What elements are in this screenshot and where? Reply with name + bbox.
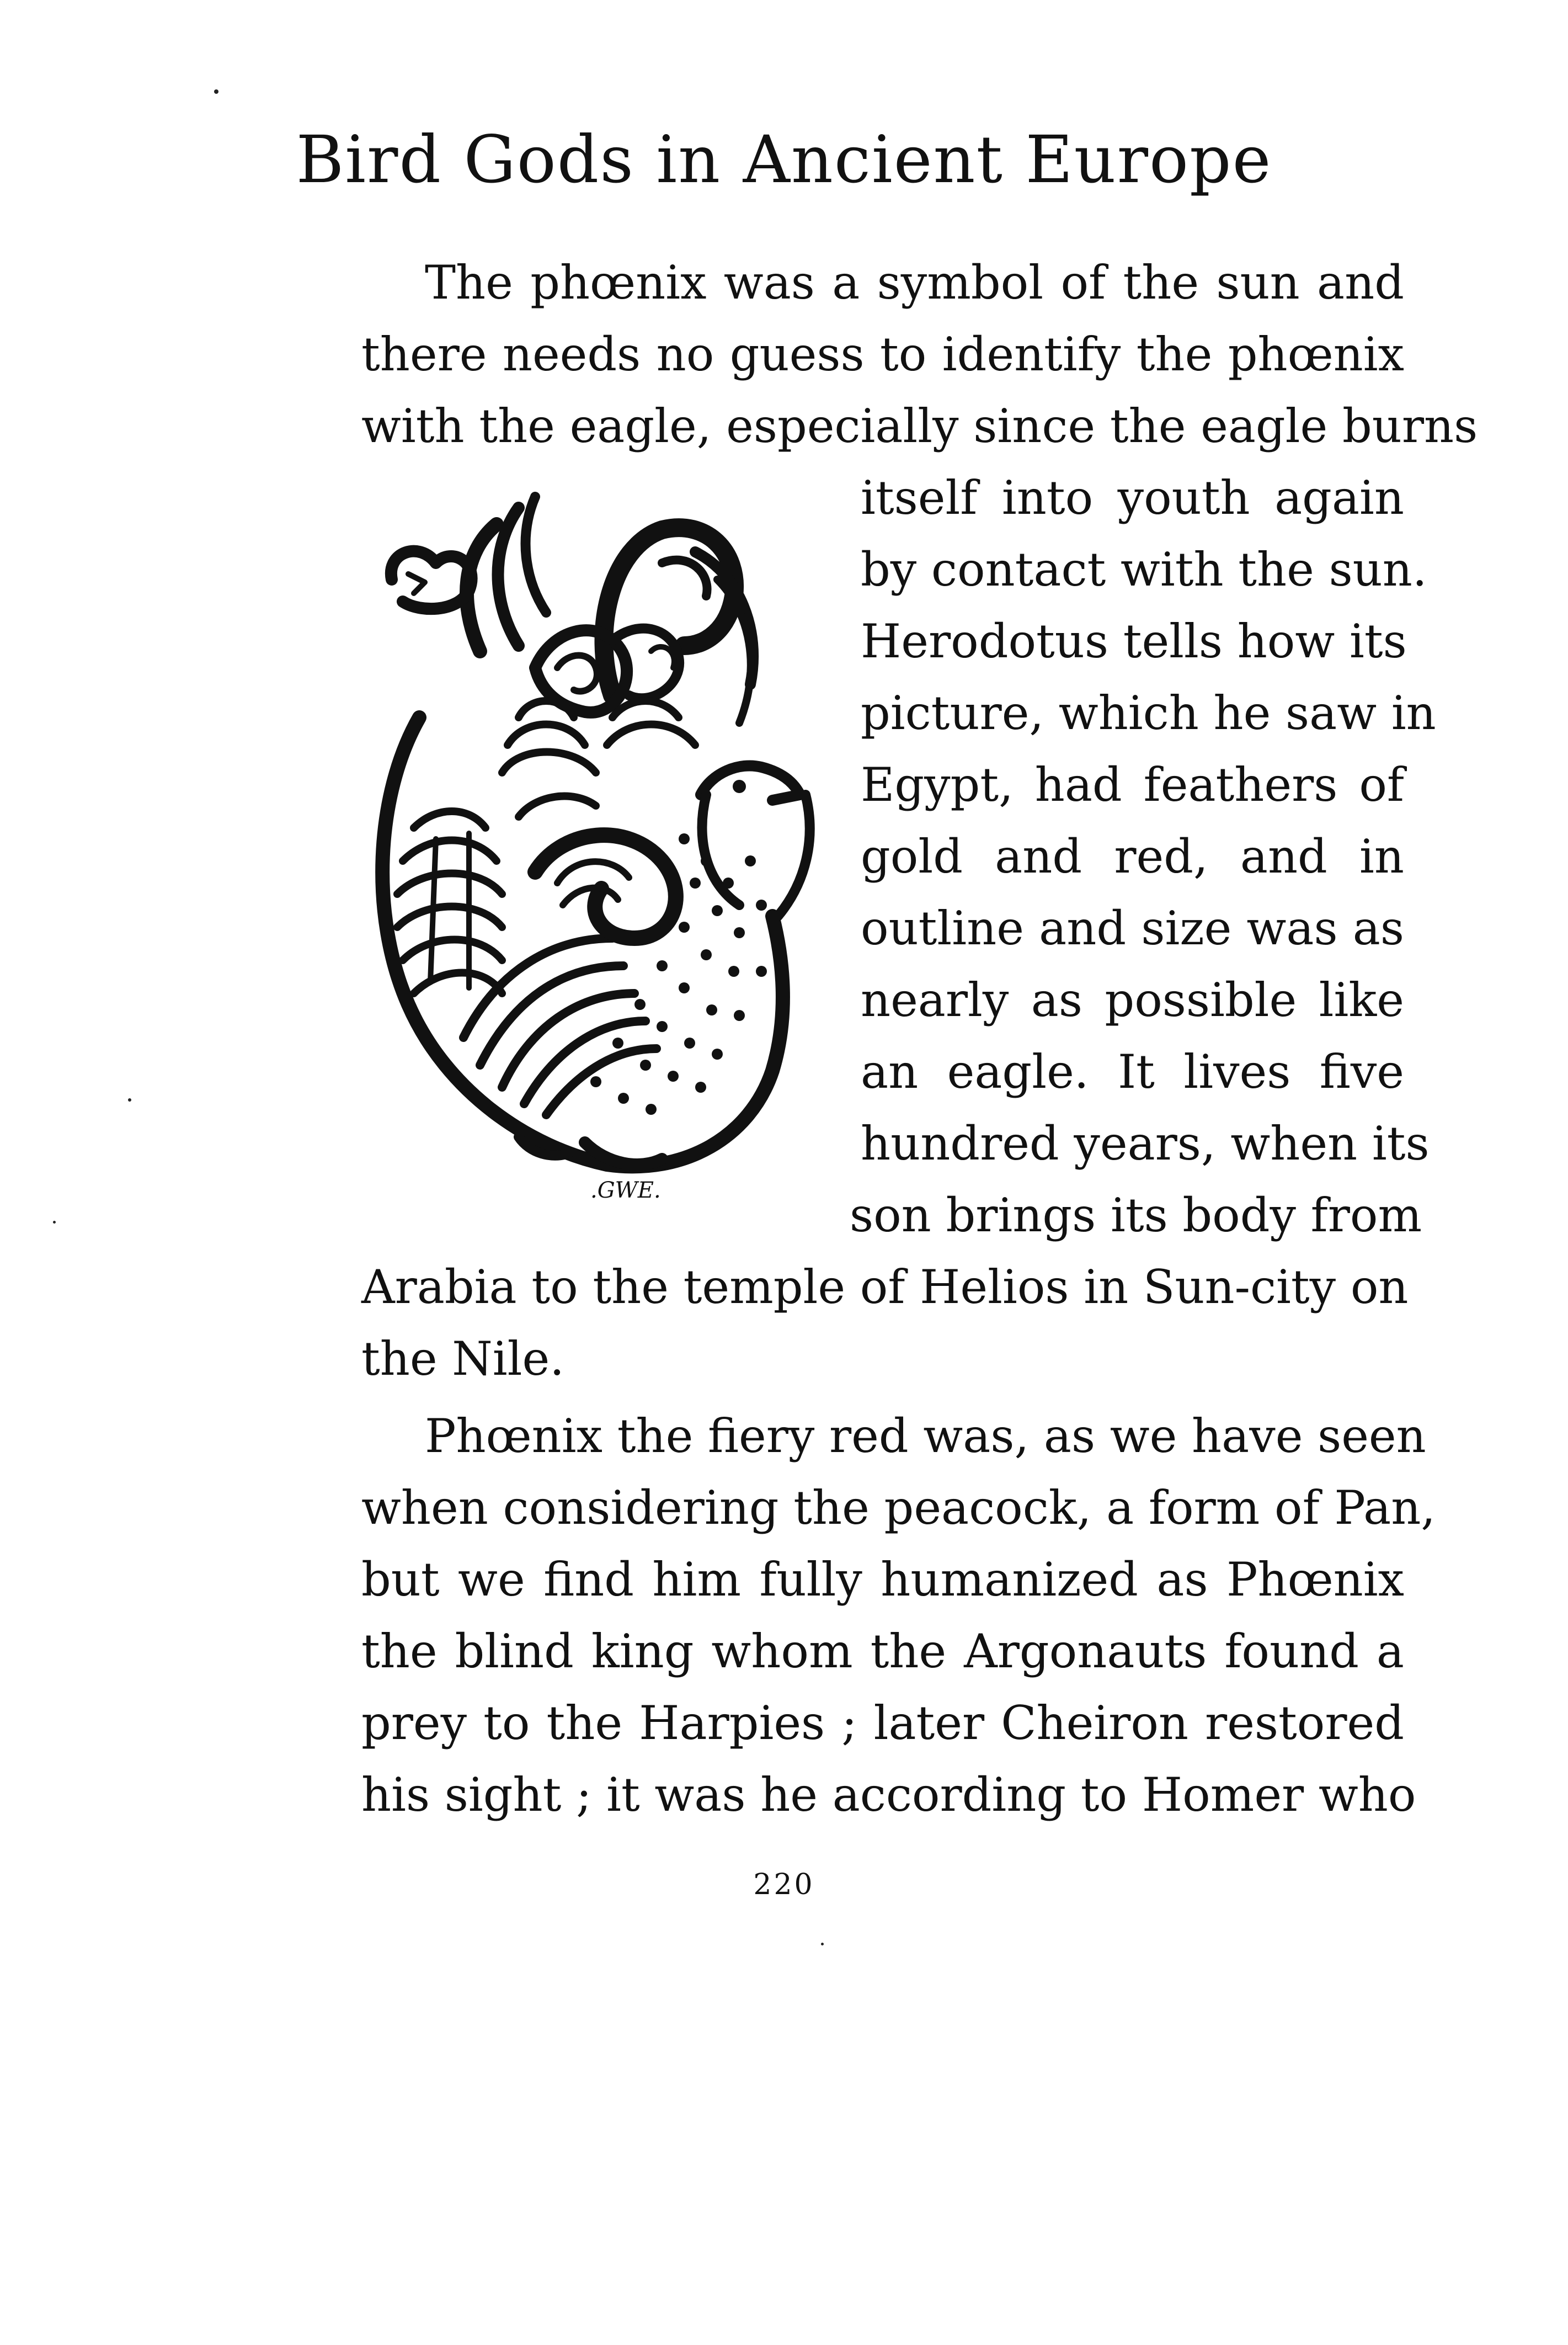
scan-speck (53, 1221, 56, 1224)
scan-speck (214, 89, 218, 94)
text-line: when considering the peacock, a form of Pan, (361, 1481, 1436, 1535)
text-line: Egypt, had feathers of (861, 758, 1404, 812)
scan-speck (128, 1098, 131, 1102)
page-number: 220 (753, 1868, 815, 1901)
text-line: itself into youth again (861, 471, 1404, 525)
text-line: hundred years, when its (861, 1116, 1430, 1171)
text-line: Phœnix the fiery red was, as we have seen (425, 1409, 1426, 1463)
text-line: his sight ; it was he according to Homer who (361, 1768, 1416, 1822)
text-line: an eagle. It lives five (861, 1045, 1404, 1099)
text-line: Herodotus tells how its (861, 614, 1407, 668)
text-line: outline and size was as (861, 901, 1404, 955)
text-line: The phœnix was a symbol of the sun and (425, 256, 1404, 310)
text-line: by contact with the sun. (861, 543, 1427, 597)
scan-speck (821, 1943, 824, 1945)
running-head: Bird Gods in Ancient Europe (296, 121, 1272, 198)
text-line: gold and red, and in (861, 829, 1404, 884)
text-line: picture, which he saw in (861, 686, 1436, 740)
text-line: nearly as possible like (861, 973, 1404, 1027)
text-line: prey to the Harpies ; later Cheiron restored (361, 1696, 1404, 1750)
text-line: there needs no guess to identify the phœnix (361, 327, 1404, 381)
text-line: but we find him fully humanized as Phœnix (361, 1552, 1404, 1607)
text-line: the blind king whom the Argonauts found a (361, 1624, 1404, 1678)
text-line: with the eagle, especially since the eagle burns (361, 399, 1478, 453)
text-line: Arabia to the temple of Helios in Sun-city on (361, 1260, 1409, 1314)
text-line: son brings its body from (850, 1188, 1422, 1242)
illustration-signature: .GWE. (590, 1178, 661, 1203)
phoenix-illustration (353, 486, 839, 1242)
text-line: the Nile. (361, 1332, 564, 1386)
